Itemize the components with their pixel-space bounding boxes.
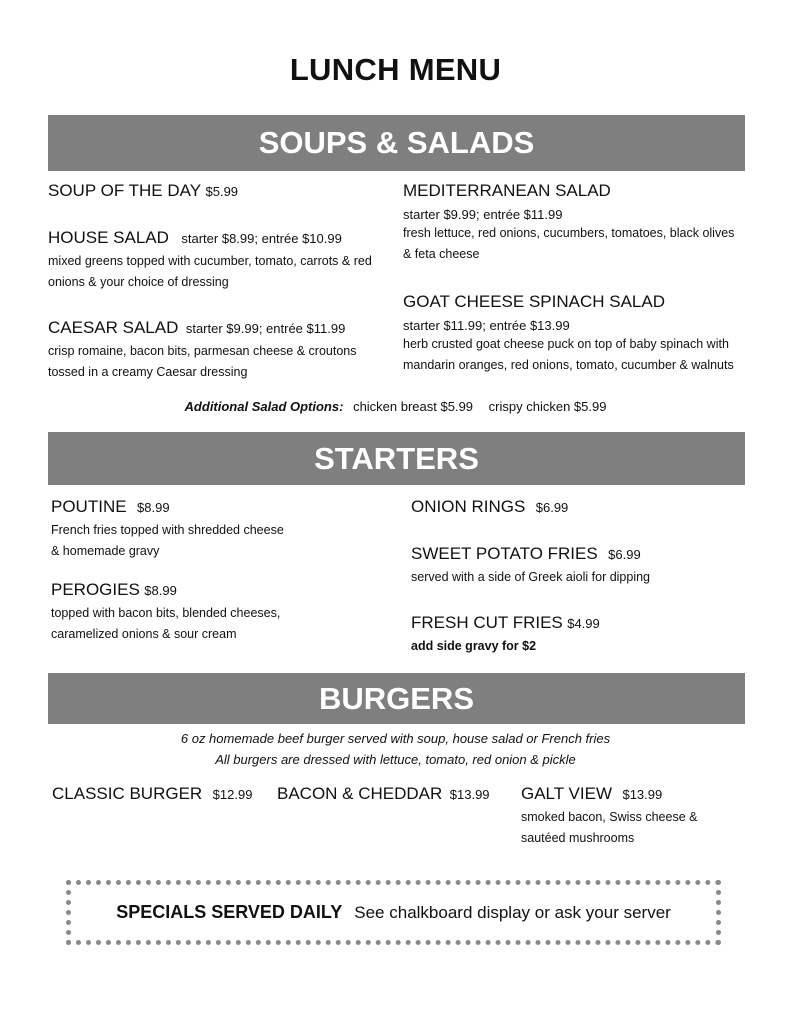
menu-item-onion-rings (411, 497, 568, 517)
additional-salad-options (0, 399, 791, 414)
item-description: crisp romaine, bacon bits, parmesan cheese & croutons (48, 344, 357, 358)
item-note: add side gravy for $2 (411, 639, 537, 653)
item-price: $13.99 (622, 787, 663, 802)
additional-option: chicken breast $5.99 (353, 399, 474, 414)
menu-item-house-salad (48, 228, 393, 293)
item-name: ONION RINGS (411, 497, 526, 516)
item-description: smoked bacon, Swiss cheese & (521, 810, 698, 824)
item-name: CLASSIC BURGER (52, 784, 203, 803)
item-name: CAESAR SALAD (48, 318, 179, 337)
item-price: $4.99 (567, 616, 600, 631)
item-price: $8.99 (144, 583, 177, 598)
item-description: mandarin oranges, red onions, tomato, cucumber & walnuts (403, 358, 734, 372)
item-name: FRESH CUT FRIES (411, 613, 563, 632)
item-price: $13.99 (449, 787, 490, 802)
menu-item-goat-cheese-spinach-salad (403, 292, 748, 376)
menu-item-poutine (51, 497, 391, 562)
item-price: $6.99 (608, 547, 641, 562)
burgers-intro-line: All burgers are dressed with lettuce, tomato, red onion & pickle (215, 752, 576, 767)
item-name: GALT VIEW (521, 784, 613, 803)
item-name: SOUP OF THE DAY (48, 181, 202, 200)
item-price: starter $8.99; entrée $10.99 (181, 231, 342, 246)
menu-item-perogies (51, 580, 391, 645)
item-description: & homemade gravy (51, 544, 160, 558)
item-price: starter $9.99; entrée $11.99 (403, 207, 563, 222)
item-name: BACON & CHEDDAR (277, 784, 443, 803)
item-description: herb crusted goat cheese puck on top of baby spinach with (403, 337, 729, 351)
item-description: mixed greens topped with cucumber, tomato, carrots & red (48, 254, 372, 268)
section-header-burgers: BURGERS (48, 673, 745, 724)
menu-item-sweet-potato-fries (411, 544, 741, 588)
specials-label: SPECIALS SERVED DAILY (116, 902, 343, 922)
item-name: GOAT CHEESE SPINACH SALAD (403, 292, 665, 311)
item-name: HOUSE SALAD (48, 228, 169, 247)
item-description: sautéed mushrooms (521, 831, 635, 845)
item-price: $8.99 (137, 500, 170, 515)
menu-item-galt-view (521, 784, 751, 849)
menu-item-fresh-cut-fries (411, 613, 741, 657)
item-description: fresh lettuce, red onions, cucumbers, tomatoes, black olives (403, 226, 735, 240)
item-description: & feta cheese (403, 247, 480, 261)
item-price: starter $9.99; entrée $11.99 (185, 321, 346, 336)
item-price: $6.99 (535, 500, 569, 515)
specials-text: See chalkboard display or ask your server (354, 902, 671, 922)
menu-item-caesar-salad (48, 318, 393, 383)
item-description: French fries topped with shredded cheese (51, 523, 284, 537)
item-name: SWEET POTATO FRIES (411, 544, 598, 563)
item-description: topped with bacon bits, blended cheeses, (51, 606, 281, 620)
section-header-soups-salads: SOUPS & SALADS (48, 115, 745, 171)
item-price: $12.99 (212, 787, 253, 802)
item-name: PEROGIES (51, 580, 140, 599)
item-description: onions & your choice of dressing (48, 275, 229, 289)
additional-options-label: Additional Salad Options: (184, 399, 344, 414)
item-name: MEDITERRANEAN SALAD (403, 181, 611, 200)
item-description: served with a side of Greek aioli for dipping (411, 570, 651, 584)
section-header-starters: STARTERS (48, 432, 745, 485)
item-name: POUTINE (51, 497, 127, 516)
menu-item-soup-of-the-day (48, 181, 238, 201)
item-description: caramelized onions & sour cream (51, 627, 237, 641)
menu-item-classic-burger (52, 784, 252, 804)
item-description: tossed in a creamy Caesar dressing (48, 365, 248, 379)
menu-item-mediterranean-salad (403, 181, 748, 265)
additional-option: crispy chicken $5.99 (488, 399, 607, 414)
menu-item-bacon-cheddar (277, 784, 490, 804)
item-price: starter $11.99; entrée $13.99 (403, 318, 570, 333)
item-price: $5.99 (205, 184, 239, 199)
specials-box (66, 880, 721, 945)
burgers-intro-line: 6 oz homemade beef burger served with soup, house salad or French fries (180, 731, 611, 746)
page-title: LUNCH MENU (289, 52, 502, 87)
